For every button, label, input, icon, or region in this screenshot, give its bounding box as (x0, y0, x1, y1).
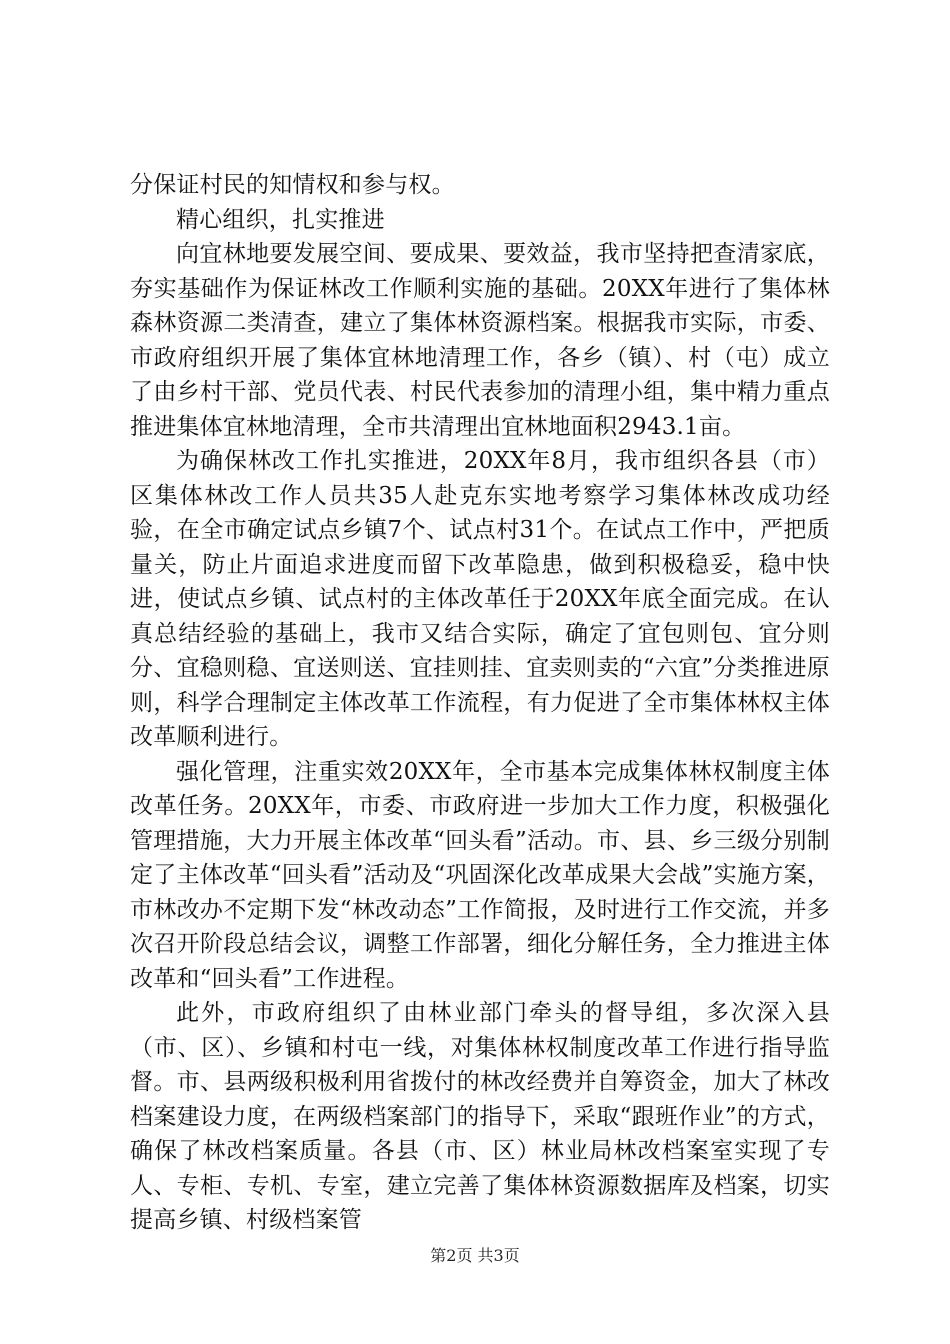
paragraph: 强化管理，注重实效20XX年，全市基本完成集体林权制度主体改革任务。20XX年，市委、市政府进一步加大工作力度，积极强化管理措施，大力开展主体改革“回头看”活动。市、县、乡三级分别制定了主体改革“回头看”活动及“巩固深化改革成果大会战”实施方案，市林改办不定期下发“林改动态”工作简报，及时进行工作交流，并多次召开阶段总结会议，调整工作部署，细化分解任务，全力推进主体改革和“回头看”工作进程。 (130, 758, 830, 992)
paragraph: 此外，市政府组织了由林业部门牵头的督导组，多次深入县（市、区）、乡镇和村屯一线，对集体林权制度改革工作进行指导监督。市、县两级积极利用省拨付的林改经费并自筹资金，加大了林改档案建设力度，在两级档案部门的指导下，采取“跟班作业”的方式，确保了林改档案质量。各县（市、区）林业局林改档案室实现了专人、专柜、专机、专室，建立完善了集体林资源数据库及档案，切实提高乡镇、村级档案管 (130, 1000, 830, 1233)
document-body (130, 168, 830, 1238)
paragraph: 为确保林改工作扎实推进，20XX年8月，我市组织各县（市）区集体林改工作人员共35人赴克东实地考察学习集体林改成功经验，在全市确定试点乡镇7个、试点村31个。在试点工作中，严把质量关，防止片面追求进度而留下改革隐患，做到积极稳妥，稳中快进，使试点乡镇、试点村的主体改革任于20XX年底全面完成。在认真总结经验的基础上，我市又结合实际，确定了宜包则包、宜分则分、宜稳则稳、宜送则送、宜挂则挂、宜卖则卖的“六宜”分类推进原则，科学合理制定主体改革工作流程，有力促进了全市集体林权主体改革顺利进行。 (130, 448, 830, 750)
page-number-footer: 第2页 共3页 (430, 1246, 520, 1265)
paragraph: 向宜林地要发展空间、要成果、要效益，我市坚持把查清家底，夯实基础作为保证林改工作顺利实施的基础。20XX年进行了集体林森林资源二类清查，建立了集体林资源档案。根据我市实际，市委、市政府组织开展了集体宜林地清理工作，各乡（镇）、村（屯）成立了由乡村干部、党员代表、村民代表参加的清理小组，集中精力重点推进集体宜林地清理，全市共清理出宜林地面积2943.1亩。 (130, 241, 830, 440)
section-heading: 精心组织，扎实推进 (176, 206, 385, 233)
paragraph-continuation: 分保证村民的知情权和参与权。 (130, 172, 455, 198)
